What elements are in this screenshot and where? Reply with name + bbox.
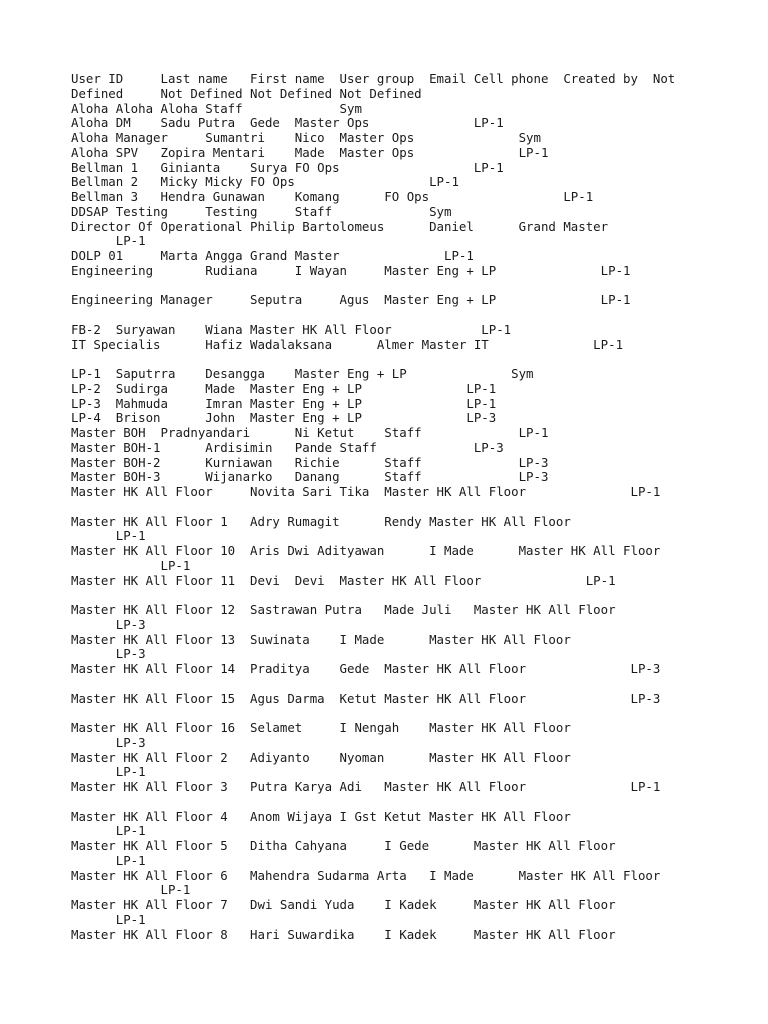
document-line: LP-3 (71, 734, 146, 750)
document-line: Bellman 1 Ginianta Surya FO Ops LP-1 (71, 159, 504, 175)
document-line: Director Of Operational Philip Bartolomeus Daniel Grand Master (71, 218, 609, 234)
document-line: LP-1 (71, 764, 146, 780)
document-line: LP-3 (71, 616, 146, 632)
document-line: Master BOH-1 Ardisimin Pande Staff LP-3 (71, 439, 504, 455)
document-line: Engineering Rudiana I Wayan Master Eng + LP LP-1 (71, 262, 631, 278)
document-line: FB-2 Suryawan Wiana Master HK All Floor LP-1 (71, 321, 512, 337)
document-line: Master HK All Floor 13 Suwinata I Made Master HK All Floor (71, 631, 571, 647)
document-line (71, 588, 675, 603)
document-line: Master HK All Floor 16 Selamet I Nengah Master HK All Floor (71, 720, 571, 735)
document-line: Aloha SPV Zopira Mentari Made Master Ops LP-1 (71, 144, 549, 160)
document-line: Master HK All Floor 1 Adry Rumagit Rendy Master HK All Floor (71, 513, 571, 529)
document-line: Master HK All Floor 15 Agus Darma Ketut Master HK All Floor LP-3 (71, 690, 661, 706)
document-line: LP-1 Saputrra Desangga Master Eng + LP Sym (71, 366, 534, 381)
document-line (71, 279, 675, 294)
document-line: Master HK All Floor 6 Mahendra Sudarma Arta I Made Master HK All Floor (71, 867, 661, 883)
document-line: Master BOH Pradnyandari Ni Ketut Staff LP-1 (71, 425, 549, 440)
document-line: Bellman 3 Hendra Gunawan Komang FO Ops LP-1 (71, 189, 594, 204)
document-line: Engineering Manager Seputra Agus Master Eng + LP LP-1 (71, 292, 631, 308)
document-line (71, 308, 675, 323)
document-line: LP-3 (71, 646, 146, 662)
document-line: Master HK All Floor 14 Praditya Gede Master HK All Floor LP-3 (71, 661, 661, 676)
document-line: LP-1 (71, 882, 191, 898)
user-list-text (71, 72, 675, 942)
document-line (71, 677, 675, 692)
document-line: Master BOH-2 Kurniawan Richie Staff LP-3 (71, 454, 549, 470)
document-line: Master HK All Floor 11 Devi Devi Master HK All Floor LP-1 (71, 572, 616, 588)
document-line (71, 352, 675, 367)
document-line: Master HK All Floor 7 Dwi Sandi Yuda I Kadek Master HK All Floor (71, 897, 616, 912)
document-line: Master HK All Floor 12 Sastrawan Putra Made Juli Master HK All Floor (71, 602, 616, 617)
document-line (71, 706, 675, 721)
document-line: Master HK All Floor 3 Putra Karya Adi Master HK All Floor LP-1 (71, 779, 661, 794)
document-line: Master HK All Floor 8 Hari Suwardika I Kadek Master HK All Floor (71, 926, 616, 942)
document-line: LP-1 (71, 911, 146, 927)
document-line: DOLP 01 Marta Angga Grand Master LP-1 (71, 248, 474, 263)
document-line: Aloha Manager Sumantri Nico Master Ops Sym (71, 130, 541, 145)
document-line: User ID Last name First name User group Email Cell phone Created by Not (71, 71, 676, 86)
document-line: Master HK All Floor 5 Ditha Cahyana I Gede Master HK All Floor (71, 838, 616, 853)
document-line: LP-4 Brison John Master Eng + LP LP-3 (71, 410, 497, 426)
document-line: IT Specialis Hafiz Wadalaksana Almer Master IT LP-1 (71, 336, 624, 352)
document-line: Master HK All Floor 2 Adiyanto Nyoman Master HK All Floor (71, 749, 571, 765)
document-line: Aloha DM Sadu Putra Gede Master Ops LP-1 (71, 115, 504, 131)
document-line: LP-1 (71, 233, 146, 249)
document-line: Bellman 2 Micky Micky FO Ops LP-1 (71, 174, 459, 190)
document-line: Defined Not Defined Not Defined Not Defined (71, 85, 422, 101)
document-line: LP-1 (71, 528, 146, 544)
document-line: Master HK All Floor 4 Anom Wijaya I Gst Ketut Master HK All Floor (71, 808, 571, 824)
document-line: DDSAP Testing Testing Staff Sym (71, 203, 452, 219)
document-line: LP-1 (71, 852, 146, 868)
document-line: LP-1 (71, 823, 146, 839)
document-line (71, 500, 675, 515)
document-line: Master BOH-3 Wijanarko Danang Staff LP-3 (71, 469, 549, 485)
document-line: Master HK All Floor 10 Aris Dwi Adityawan I Made Master HK All Floor (71, 543, 661, 558)
document-line: LP-2 Sudirga Made Master Eng + LP LP-1 (71, 380, 497, 396)
document-line: LP-3 Mahmuda Imran Master Eng + LP LP-1 (71, 395, 497, 411)
document-line: Aloha Aloha Aloha Staff Sym (71, 100, 362, 116)
document-line: Master HK All Floor Novita Sari Tika Master HK All Floor LP-1 (71, 484, 661, 499)
document-line: LP-1 (71, 557, 191, 573)
document-line (71, 795, 675, 810)
